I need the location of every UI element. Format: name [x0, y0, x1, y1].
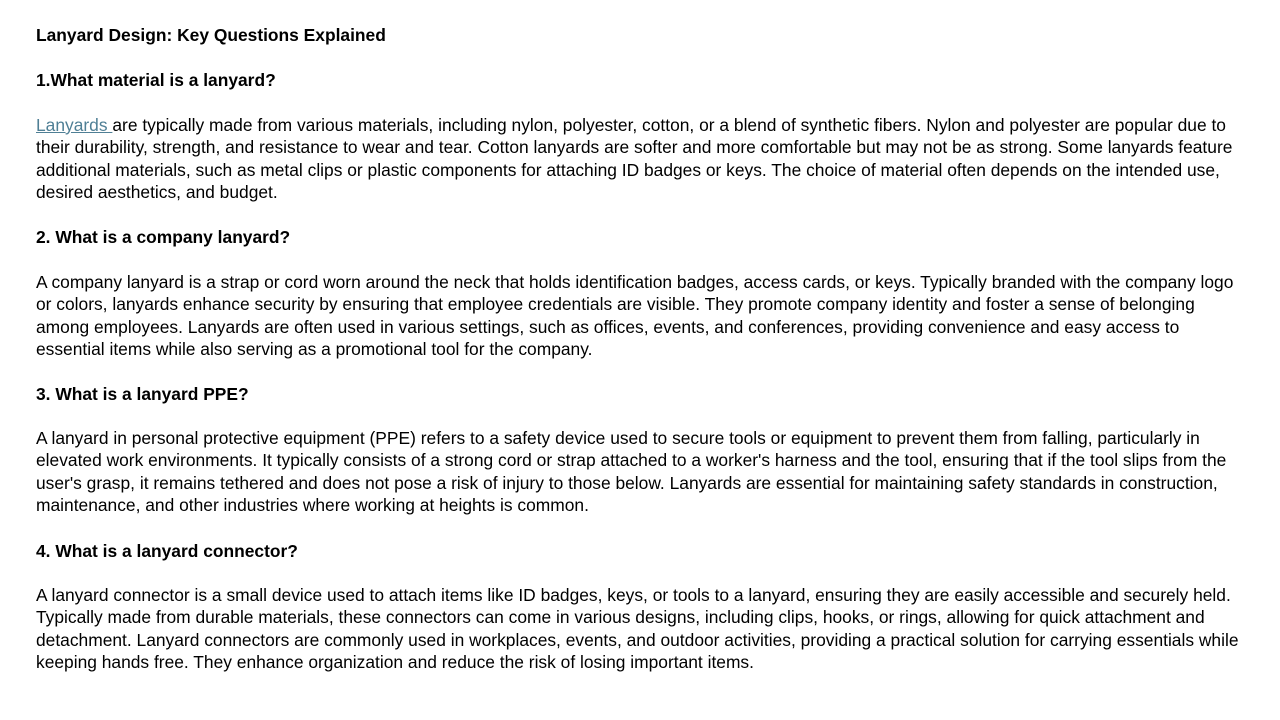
document-title: Lanyard Design: Key Questions Explained	[36, 25, 386, 45]
question-heading-1: 1.What material is a lanyard?	[36, 70, 276, 90]
answer-text-1: are typically made from various materials, including nylon, polyester, cotton, or a blend of synthetic fibers. Nylon and polyester are popular due to their durability, strength, and resistance to wear and tear. Cotton lanyards are softer and more comfortable but may not be as strong. Some lanyards feature additional materials, such as metal clips or plastic components for attaching ID badges or keys. The choice of material often depends on the intended use, desired aesthetics, and budget.	[36, 115, 1233, 203]
answer-paragraph-4: A lanyard connector is a small device used to attach items like ID badges, keys, or tools to a lanyard, ensuring they are easily accessible and securely held. Typically made from durable materials, these connectors can come in various designs, including clips, hooks, or rings, allowing for quick attachment and detachment. Lanyard connectors are commonly used in workplaces, events, and outdoor activities, providing a practical solution for carrying essentials while keeping hands free. They enhance organization and reduce the risk of losing important items.	[36, 585, 1239, 673]
question-heading-3: 3. What is a lanyard PPE?	[36, 384, 249, 404]
answer-paragraph-2: A company lanyard is a strap or cord worn around the neck that holds identification badges, access cards, or keys. Typically branded with the company logo or colors, lanyards enhance security by ensuring that employee credentials are visible. They promote company identity and foster a sense of belonging among employees. Lanyards are often used in various settings, such as offices, events, and conferences, providing convenience and easy access to essential items while also serving as a promotional tool for the company.	[36, 272, 1234, 360]
question-heading-2: 2. What is a company lanyard?	[36, 227, 291, 247]
answer-paragraph-3: A lanyard in personal protective equipment (PPE) refers to a safety device used to secure tools or equipment to prevent them from falling, particularly in elevated work environments. It typically consists of a strong cord or strap attached to a worker's harness and the tool, ensuring that if the tool slips from the user's grasp, it remains tethered and does not pose a risk of injury to those below. Lanyards are essential for maintaining safety standards in construction, maintenance, and other industries where working at heights is common.	[36, 428, 1227, 516]
question-heading-4: 4. What is a lanyard connector?	[36, 541, 298, 561]
lanyards-link[interactable]: Lanyards	[36, 115, 113, 135]
answer-paragraph-1	[36, 114, 1246, 204]
